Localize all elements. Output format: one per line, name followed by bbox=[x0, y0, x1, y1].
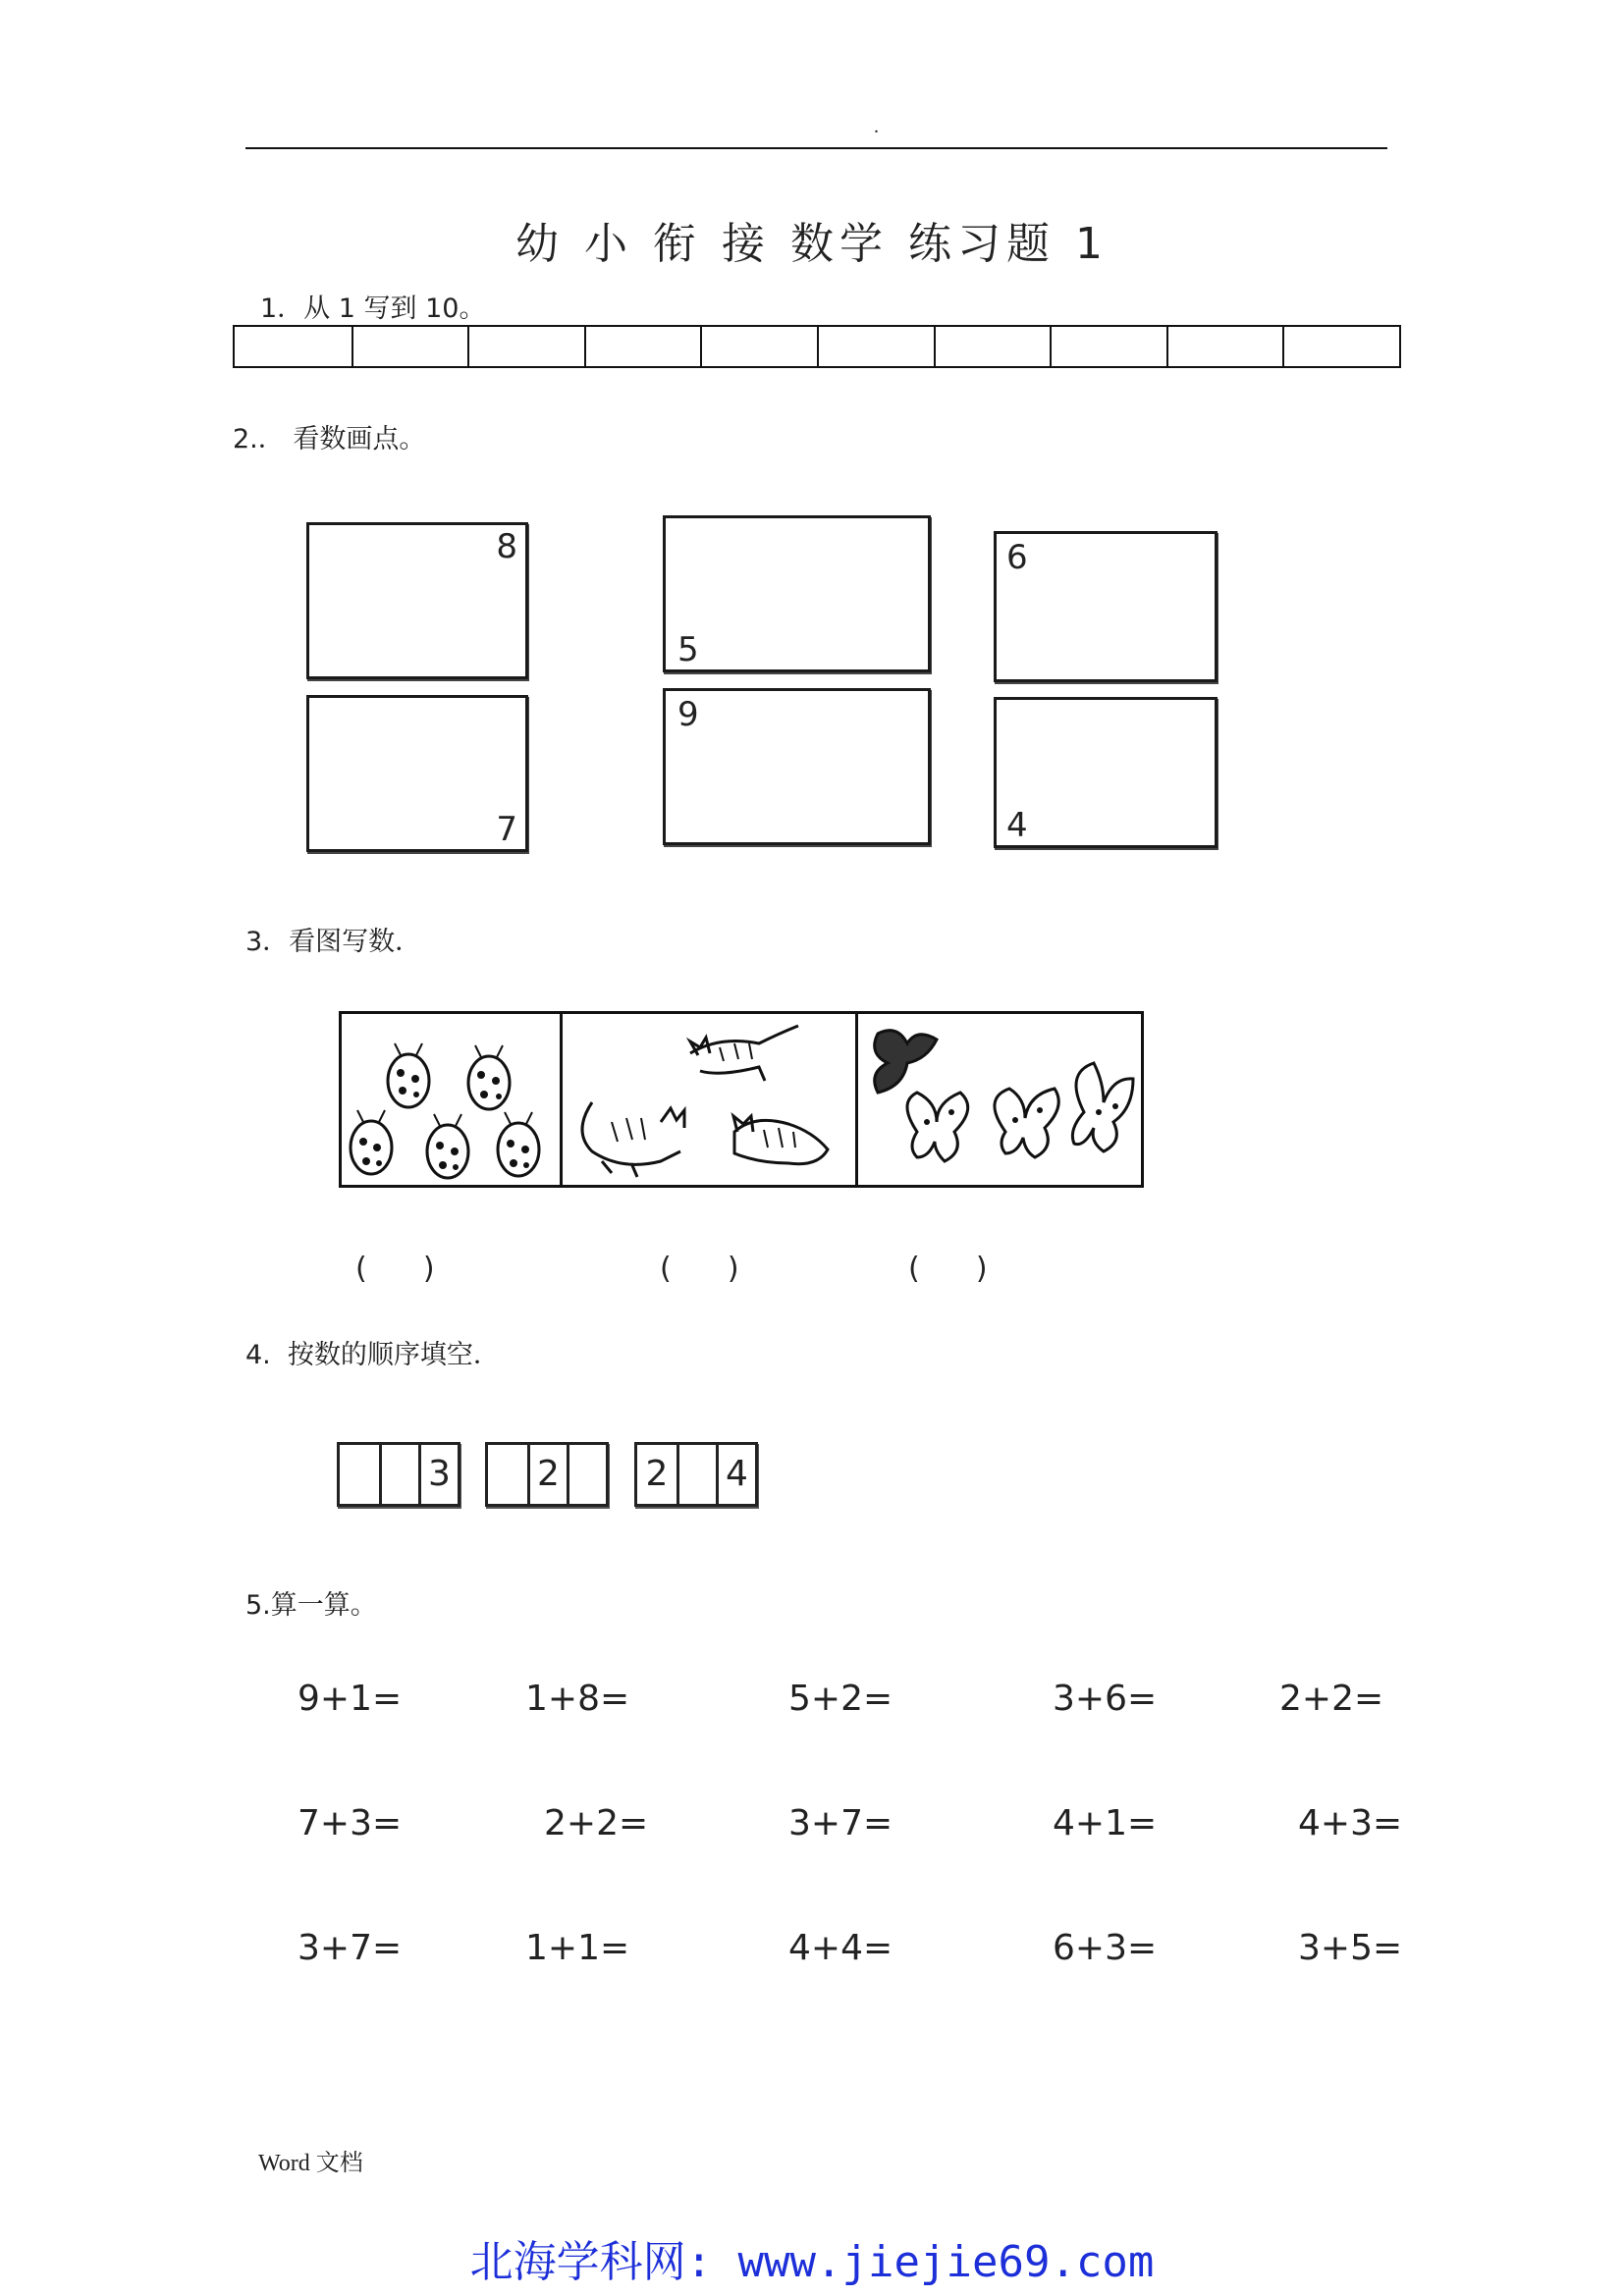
sequence-group bbox=[337, 1442, 460, 1507]
equation[interactable]: 4+1= bbox=[1053, 1803, 1158, 1843]
grid-cell[interactable] bbox=[467, 327, 584, 366]
equation[interactable]: 2+2= bbox=[1279, 1679, 1384, 1719]
equation[interactable]: 1+1= bbox=[525, 1928, 630, 1968]
sequence-cell[interactable] bbox=[488, 1445, 527, 1504]
box-number: 9 bbox=[677, 695, 699, 734]
grid-cell[interactable] bbox=[700, 327, 817, 366]
equation[interactable]: 3+7= bbox=[298, 1928, 403, 1968]
sequence-cell[interactable]: 2 bbox=[527, 1445, 567, 1504]
picture-strip bbox=[339, 1011, 1144, 1188]
equation[interactable]: 7+3= bbox=[298, 1803, 403, 1843]
equation[interactable]: 9+1= bbox=[298, 1679, 403, 1719]
equation[interactable]: 3+7= bbox=[788, 1803, 893, 1843]
question-1-label: 1．从 1 写到 10。 bbox=[260, 294, 486, 324]
number-writing-grid bbox=[233, 325, 1401, 368]
cat-group-icon bbox=[560, 1014, 855, 1185]
equation[interactable]: 1+8= bbox=[525, 1679, 630, 1719]
grid-cell[interactable] bbox=[1050, 327, 1166, 366]
equation[interactable]: 4+3= bbox=[1298, 1803, 1403, 1843]
grid-cell[interactable] bbox=[1282, 327, 1399, 366]
box-number: 4 bbox=[1006, 806, 1028, 845]
sequence-cell[interactable] bbox=[567, 1445, 606, 1504]
dot-drawing-box[interactable] bbox=[994, 531, 1218, 682]
dot-drawing-box[interactable] bbox=[994, 697, 1218, 848]
dot-drawing-box[interactable] bbox=[306, 522, 528, 679]
question-2-label: 2.． 看数画点。 bbox=[233, 424, 426, 454]
box-number: 6 bbox=[1006, 538, 1028, 577]
grid-cell[interactable] bbox=[352, 327, 468, 366]
ladybug-group-icon bbox=[342, 1014, 560, 1185]
equation[interactable]: 6+3= bbox=[1053, 1928, 1158, 1968]
sequence-cell[interactable] bbox=[340, 1445, 379, 1504]
sequence-group bbox=[485, 1442, 609, 1507]
box-number: 8 bbox=[496, 527, 517, 566]
grid-cell[interactable] bbox=[584, 327, 701, 366]
header-rule bbox=[245, 147, 1387, 149]
footer-site-link[interactable]: 北海学科网: www.jiejie69.com bbox=[469, 2237, 1155, 2287]
grid-cell[interactable] bbox=[817, 327, 934, 366]
grid-cell[interactable] bbox=[235, 327, 352, 366]
question-5-label: 5.算一算。 bbox=[245, 1590, 377, 1621]
equation[interactable]: 3+6= bbox=[1053, 1679, 1158, 1719]
sequence-cell[interactable]: 3 bbox=[418, 1445, 458, 1504]
answer-blank[interactable]: ( ) bbox=[355, 1252, 435, 1286]
page-title: 幼 小 衔 接 数学 练习题 1 bbox=[515, 219, 1109, 269]
equation[interactable]: 5+2= bbox=[788, 1679, 893, 1719]
box-number: 7 bbox=[496, 810, 517, 849]
grid-cell[interactable] bbox=[934, 327, 1051, 366]
answer-blank[interactable]: ( ) bbox=[908, 1252, 988, 1286]
sequence-cell[interactable]: 4 bbox=[716, 1445, 755, 1504]
dot-drawing-box[interactable] bbox=[663, 515, 931, 672]
dot-drawing-box[interactable] bbox=[663, 688, 931, 845]
sequence-cell[interactable] bbox=[677, 1445, 716, 1504]
header-dot: . bbox=[874, 116, 879, 137]
sequence-group bbox=[634, 1442, 758, 1507]
sequence-cell[interactable]: 2 bbox=[645, 1454, 669, 1494]
equation[interactable]: 3+5= bbox=[1298, 1928, 1403, 1968]
answer-blank[interactable]: ( ) bbox=[660, 1252, 739, 1286]
box-number: 5 bbox=[677, 630, 699, 669]
butterfly-group-icon bbox=[855, 1014, 1143, 1185]
equation[interactable]: 4+4= bbox=[788, 1928, 893, 1968]
footer-doc-label: Word 文档 bbox=[258, 2151, 363, 2176]
dot-drawing-box[interactable] bbox=[306, 695, 528, 852]
sequence-cell[interactable] bbox=[379, 1445, 418, 1504]
question-4-label: 4. 按数的顺序填空． bbox=[245, 1340, 500, 1370]
equation[interactable]: 2+2= bbox=[544, 1803, 649, 1843]
grid-cell[interactable] bbox=[1166, 327, 1283, 366]
question-3-label: 3．看图写数． bbox=[245, 927, 422, 957]
